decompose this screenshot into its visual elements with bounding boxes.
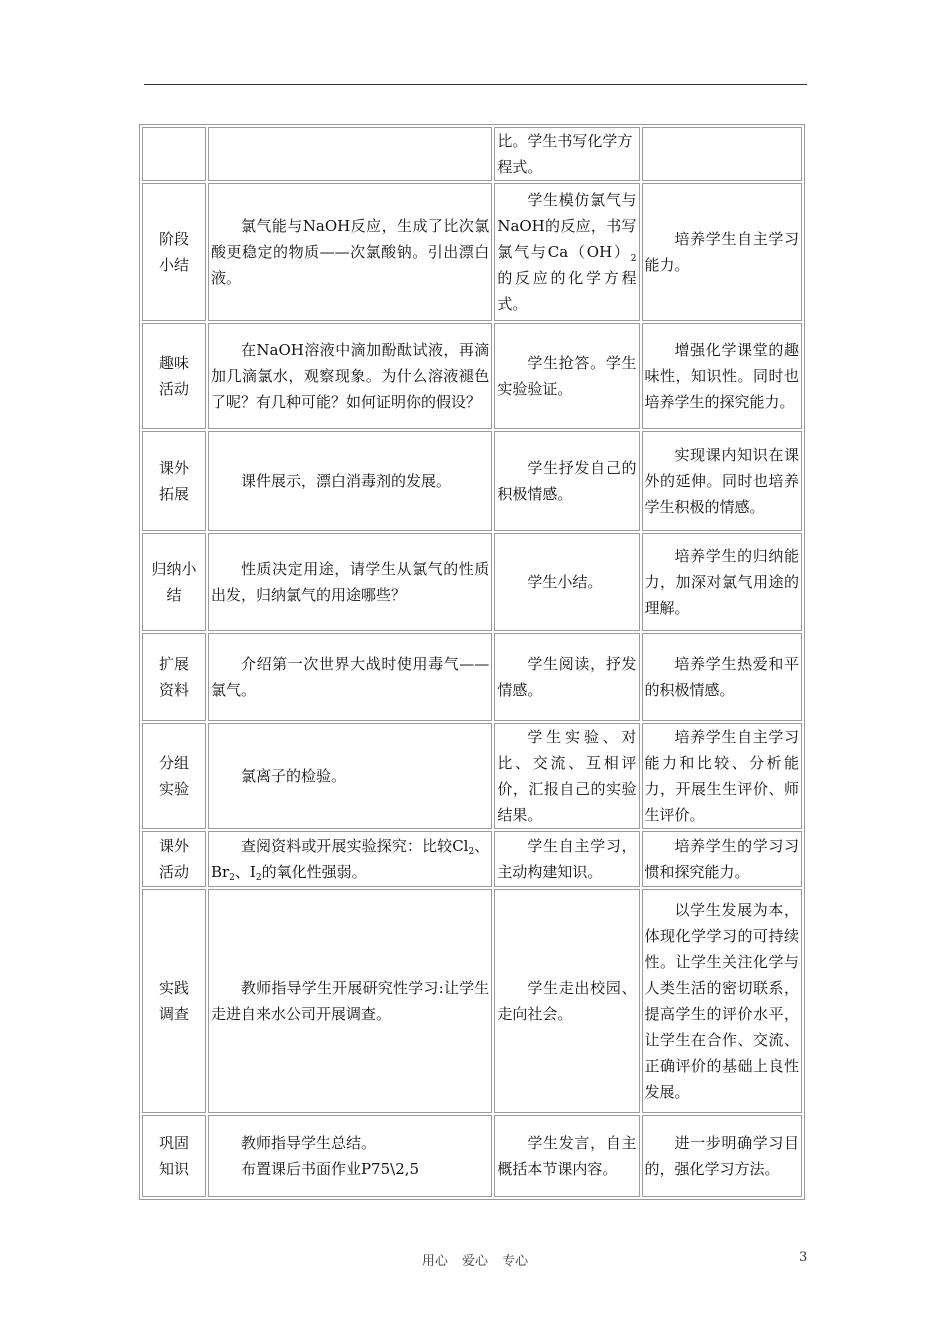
stage-cell (142, 127, 206, 181)
stage-cell: 巩固 知识 (142, 1115, 206, 1197)
design-intent-cell (642, 127, 802, 181)
stage-cell: 归纳小 结 (142, 533, 206, 631)
table-row (142, 431, 802, 531)
student-activity-cell: 学生实验、对比、交流、互相评价，汇报自己的实验结果。 (494, 723, 639, 829)
stage-cell: 扩展 资料 (142, 633, 206, 721)
student-activity-cell: 学生发言，自主概括本节课内容。 (494, 1115, 639, 1197)
header-rule (144, 84, 807, 85)
teacher-activity-cell: 查阅资料或开展实验探究：比较$Cl_2$、$Br_2$、$I_2$的氧化性强弱。 (208, 831, 492, 887)
design-intent-cell: 培养学生的学习习惯和探究能力。 (642, 831, 802, 887)
table-row (142, 831, 802, 887)
table-row (142, 127, 802, 181)
student-activity-cell: 比。学生书写化学方程式。 (494, 127, 639, 181)
teacher-activity-cell (208, 127, 492, 181)
teacher-activity-cell: 在NaOH溶液中滴加酚酞试液，再滴加几滴氯水，观察现象。为什么溶液褪色了呢？有几种可能？如何证明你的假设？ (208, 323, 492, 429)
design-intent-cell: 实现课内知识在课外的延伸。同时也培养学生积极的情感。 (642, 431, 802, 531)
student-activity-cell: 学生小结。 (494, 533, 639, 631)
student-activity-cell: 学生走出校园、走向社会。 (494, 889, 639, 1113)
design-intent-cell: 培养学生热爱和平的积极情感。 (642, 633, 802, 721)
design-intent-cell: 增强化学课堂的趣味性，知识性。同时也培养学生的探究能力。 (642, 323, 802, 429)
student-activity-cell: 学生模仿氯气与NaOH的反应，书写氯气与$Ca(OH)_2$的反应的化学方程式。 (494, 183, 639, 321)
page-number: 3 (799, 1250, 808, 1265)
table-row (142, 183, 802, 321)
design-intent-cell: 培养学生的归纳能力，加深对氯气用途的理解。 (642, 533, 802, 631)
teacher-activity-cell: 教师指导学生总结。 布置课后书面作业P75\2,5 (208, 1115, 492, 1197)
table-row (142, 723, 802, 829)
design-intent-cell: 进一步明确学习目的，强化学习方法。 (642, 1115, 802, 1197)
teacher-activity-cell: 介绍第一次世界大战时使用毒气——氯气。 (208, 633, 492, 721)
stage-cell: 阶段 小结 (142, 183, 206, 321)
table-row (142, 1115, 802, 1197)
table-row (142, 633, 802, 721)
student-activity-cell: 学生自主学习，主动构建知识。 (494, 831, 639, 887)
stage-cell: 课外 活动 (142, 831, 206, 887)
table-row (142, 889, 802, 1113)
stage-cell: 趣味 活动 (142, 323, 206, 429)
design-intent-cell: 培养学生自主学习能力。 (642, 183, 802, 321)
teacher-activity-cell: 氯气能与NaOH反应，生成了比次氯酸更稳定的物质——次氯酸钠。引出漂白液。 (208, 183, 492, 321)
student-activity-cell: 学生阅读，抒发情感。 (494, 633, 639, 721)
teacher-activity-cell: 课件展示，漂白消毒剂的发展。 (208, 431, 492, 531)
table-row (142, 533, 802, 631)
teacher-activity-cell: 氯离子的检验。 (208, 723, 492, 829)
student-activity-cell: 学生抢答。学生实验验证。 (494, 323, 639, 429)
design-intent-cell: 培养学生自主学习能力和比较、分析能力，开展生生评价、师生评价。 (642, 723, 802, 829)
stage-cell: 实践 调查 (142, 889, 206, 1113)
footer-slogan: 用心 爱心 专心 (421, 1254, 529, 1269)
stage-cell: 分组 实验 (142, 723, 206, 829)
student-activity-cell: 学生抒发自己的积极情感。 (494, 431, 639, 531)
teacher-activity-cell: 教师指导学生开展研究性学习:让学生走进自来水公司开展调查。 (208, 889, 492, 1113)
design-intent-cell: 以学生发展为本，体现化学学习的可持续性。让学生关注化学与人类生活的密切联系，提高学生的评价水平，让学生在合作、交流、正确评价的基础上良性发展。 (642, 889, 802, 1113)
stage-cell: 课外 拓展 (142, 431, 206, 531)
teacher-activity-cell: 性质决定用途，请学生从氯气的性质出发，归纳氯气的用途哪些？ (208, 533, 492, 631)
lesson-plan-table (139, 124, 805, 1200)
table-row (142, 323, 802, 429)
